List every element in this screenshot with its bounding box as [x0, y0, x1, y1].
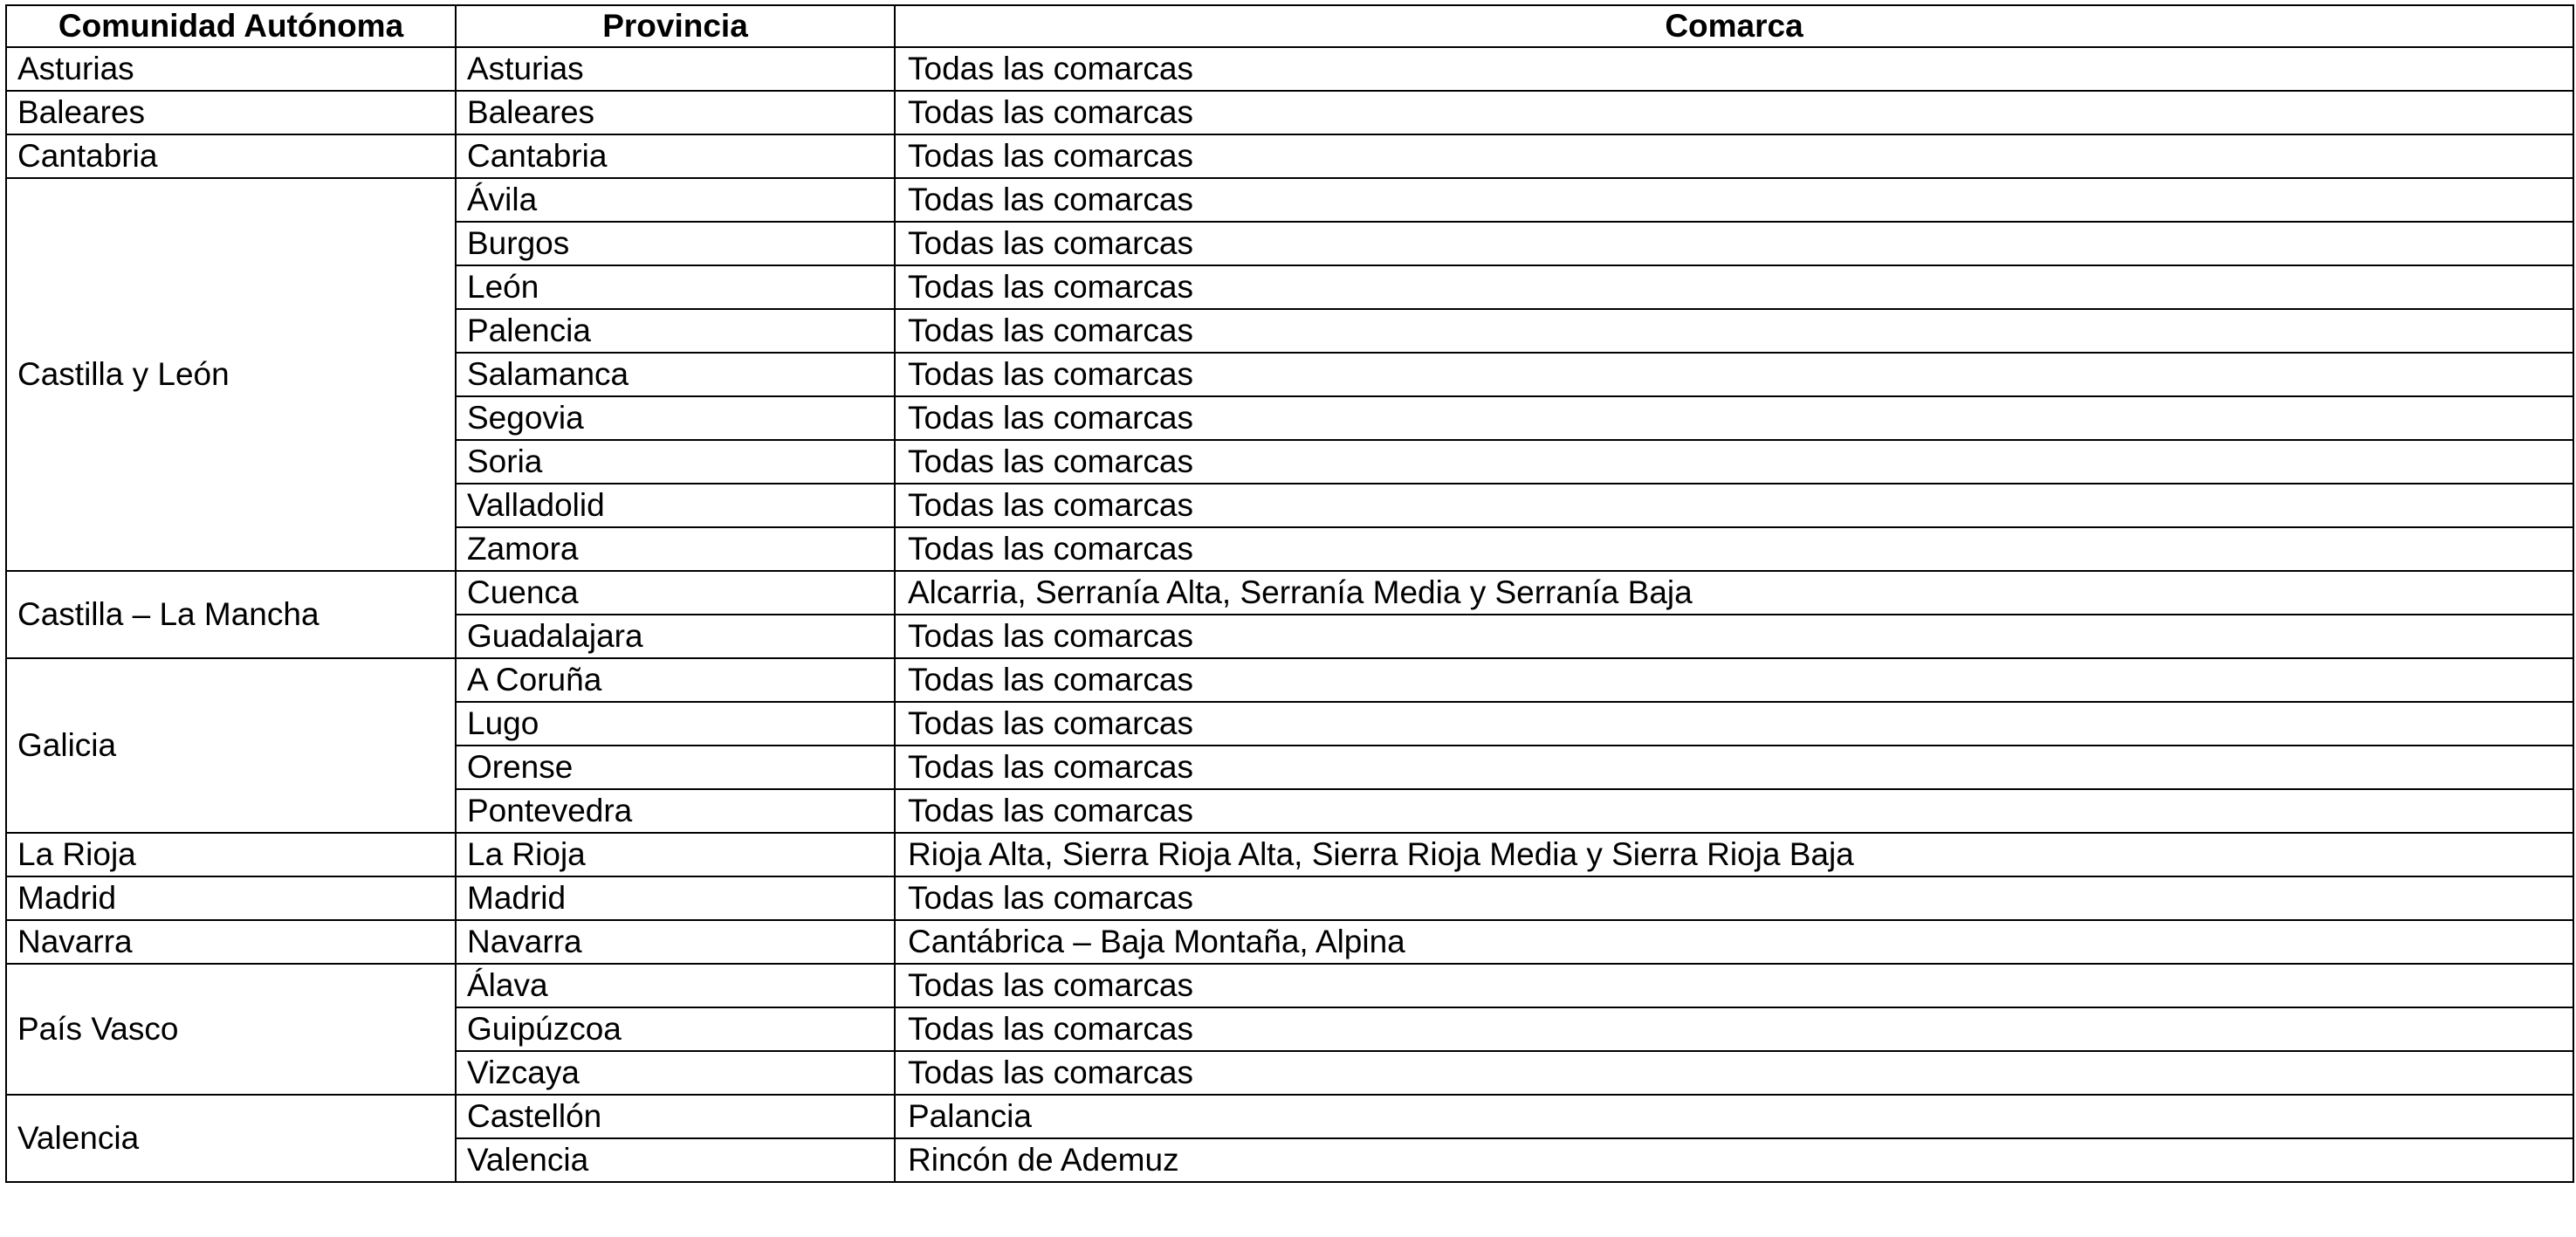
comarca-cell: Todas las comarcas [895, 1051, 2573, 1095]
comunidad-cell: País Vasco [6, 964, 456, 1095]
table-row [6, 876, 2573, 920]
provincia-cell: Segovia [456, 396, 895, 440]
provincia-cell: Cuenca [456, 571, 895, 615]
table-row [6, 1095, 2573, 1138]
table-header [6, 5, 2573, 47]
provincia-cell: Castellón [456, 1095, 895, 1138]
comarca-cell: Todas las comarcas [895, 789, 2573, 833]
comarca-cell: Cantábrica – Baja Montaña, Alpina [895, 920, 2573, 964]
table-row [6, 178, 2573, 222]
comarca-cell: Todas las comarcas [895, 178, 2573, 222]
comarca-cell: Todas las comarcas [895, 91, 2573, 134]
comarca-cell: Todas las comarcas [895, 222, 2573, 265]
comunidad-cell: Galicia [6, 658, 456, 833]
comarcas-table [5, 4, 2574, 1183]
table-row [6, 920, 2573, 964]
comarca-cell: Rioja Alta, Sierra Rioja Alta, Sierra Rioja Media y Sierra Rioja Baja [895, 833, 2573, 876]
provincia-cell: Lugo [456, 702, 895, 746]
provincia-cell: Orense [456, 746, 895, 789]
table-row [6, 134, 2573, 178]
header-row [6, 5, 2573, 47]
comarca-cell: Todas las comarcas [895, 265, 2573, 309]
provincia-cell: León [456, 265, 895, 309]
provincia-cell: Álava [456, 964, 895, 1007]
table-row [6, 47, 2573, 91]
comarca-cell: Todas las comarcas [895, 964, 2573, 1007]
comunidad-cell: La Rioja [6, 833, 456, 876]
provincia-cell: Valencia [456, 1138, 895, 1182]
header-comunidad-autonoma: Comunidad Autónoma [6, 5, 456, 47]
comunidad-cell: Valencia [6, 1095, 456, 1182]
comunidad-cell: Castilla y León [6, 178, 456, 571]
comarca-cell: Todas las comarcas [895, 353, 2573, 396]
header-comarca: Comarca [895, 5, 2573, 47]
provincia-cell: Palencia [456, 309, 895, 353]
comunidad-cell: Castilla – La Mancha [6, 571, 456, 658]
comarca-cell: Todas las comarcas [895, 702, 2573, 746]
table-row [6, 91, 2573, 134]
comarca-cell: Todas las comarcas [895, 527, 2573, 571]
comarca-cell: Todas las comarcas [895, 746, 2573, 789]
comarca-cell: Todas las comarcas [895, 484, 2573, 527]
provincia-cell: Soria [456, 440, 895, 484]
provincia-cell: Burgos [456, 222, 895, 265]
comarca-cell: Todas las comarcas [895, 658, 2573, 702]
provincia-cell: Guipúzcoa [456, 1007, 895, 1051]
provincia-cell: Madrid [456, 876, 895, 920]
comarca-cell: Rincón de Ademuz [895, 1138, 2573, 1182]
provincia-cell: Navarra [456, 920, 895, 964]
comunidad-cell: Madrid [6, 876, 456, 920]
comarca-cell: Todas las comarcas [895, 615, 2573, 658]
comarca-cell: Todas las comarcas [895, 876, 2573, 920]
provincia-cell: Pontevedra [456, 789, 895, 833]
comunidad-cell: Asturias [6, 47, 456, 91]
provincia-cell: A Coruña [456, 658, 895, 702]
comarca-cell: Todas las comarcas [895, 134, 2573, 178]
comunidad-cell: Navarra [6, 920, 456, 964]
comarca-cell: Todas las comarcas [895, 309, 2573, 353]
header-provincia: Provincia [456, 5, 895, 47]
table-row [6, 658, 2573, 702]
comarca-cell: Todas las comarcas [895, 396, 2573, 440]
table-row [6, 964, 2573, 1007]
provincia-cell: Guadalajara [456, 615, 895, 658]
provincia-cell: Valladolid [456, 484, 895, 527]
comunidad-cell: Cantabria [6, 134, 456, 178]
provincia-cell: Ávila [456, 178, 895, 222]
comarca-cell: Todas las comarcas [895, 1007, 2573, 1051]
provincia-cell: Baleares [456, 91, 895, 134]
provincia-cell: Cantabria [456, 134, 895, 178]
comunidad-cell: Baleares [6, 91, 456, 134]
comarca-cell: Todas las comarcas [895, 47, 2573, 91]
table-body [6, 47, 2573, 1182]
provincia-cell: Asturias [456, 47, 895, 91]
provincia-cell: Vizcaya [456, 1051, 895, 1095]
provincia-cell: Salamanca [456, 353, 895, 396]
comarca-cell: Alcarria, Serranía Alta, Serranía Media y Serranía Baja [895, 571, 2573, 615]
comarca-cell: Todas las comarcas [895, 440, 2573, 484]
comarca-cell: Palancia [895, 1095, 2573, 1138]
table-row [6, 571, 2573, 615]
provincia-cell: Zamora [456, 527, 895, 571]
table-row [6, 833, 2573, 876]
provincia-cell: La Rioja [456, 833, 895, 876]
